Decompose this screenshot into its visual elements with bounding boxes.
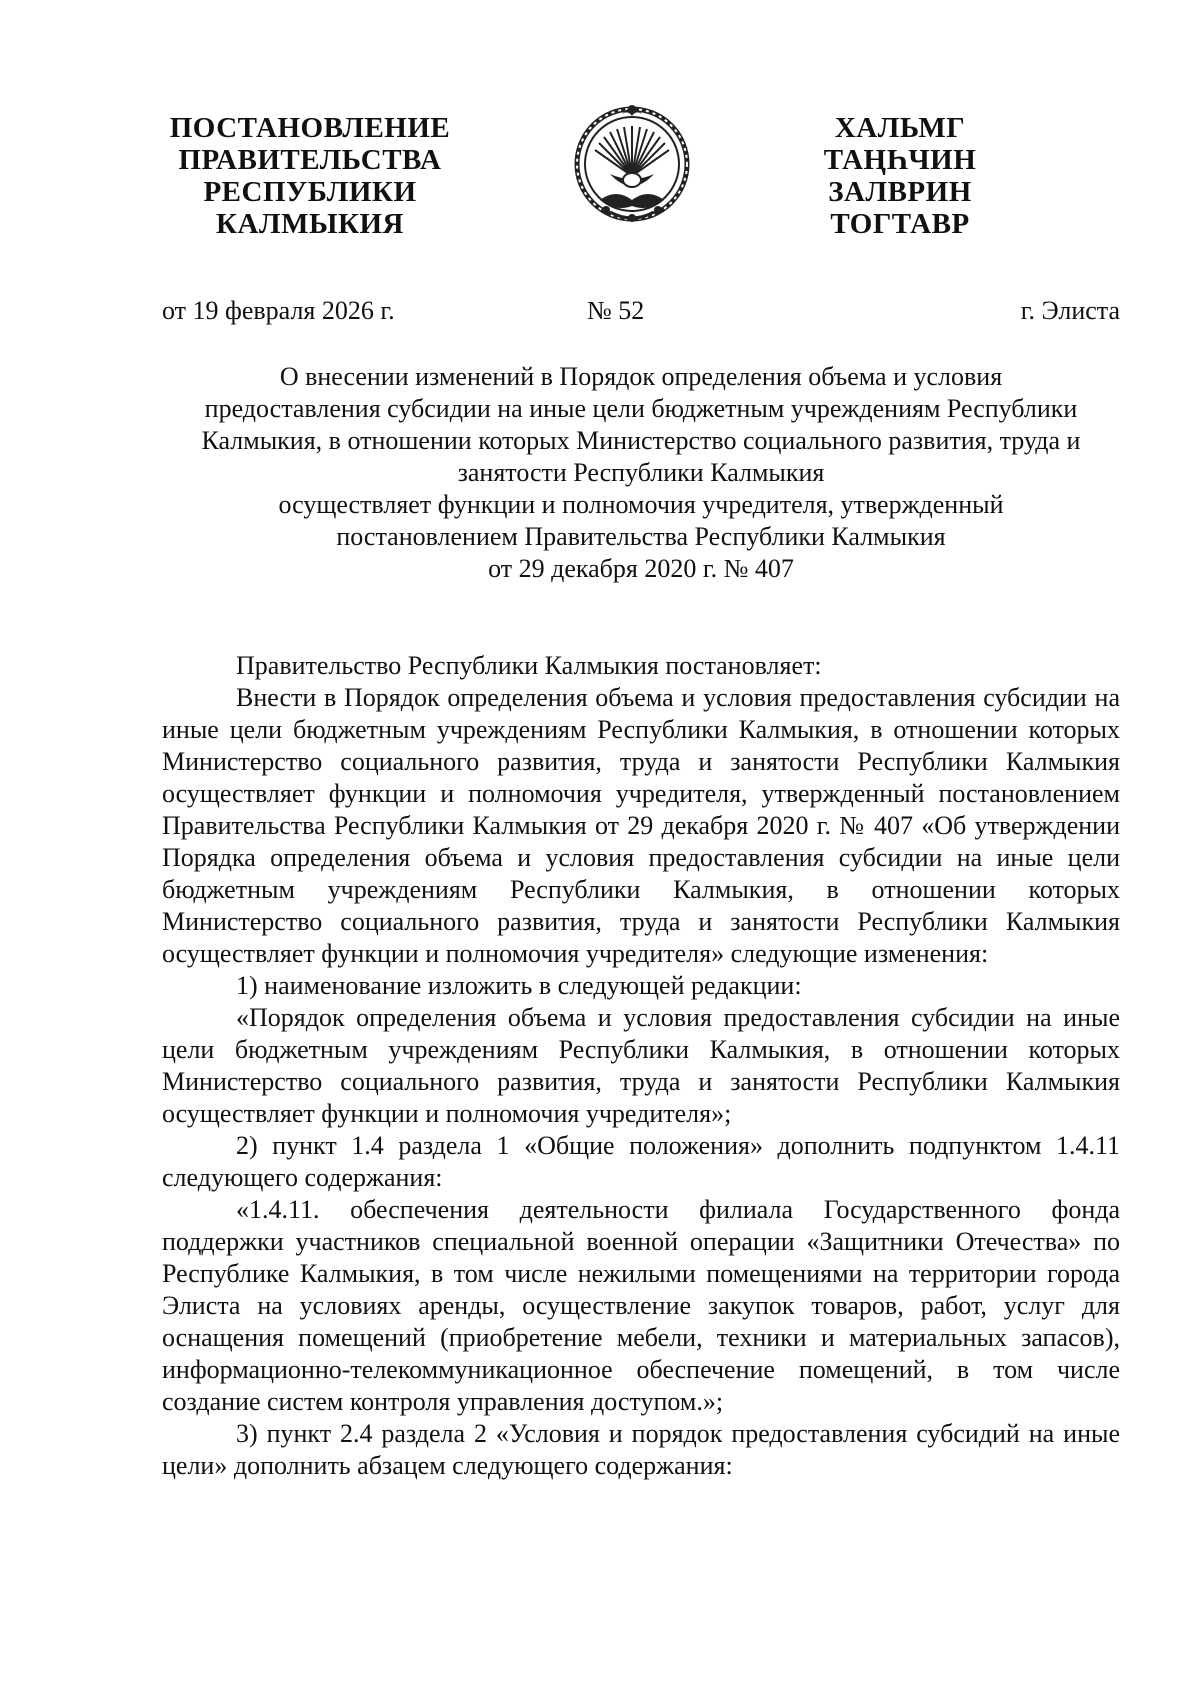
title-line: от 29 декабря 2020 г. № 407 <box>488 554 794 583</box>
title-line: постановлением Правительства Республики Калмыкия <box>336 522 946 551</box>
document-title <box>162 361 1120 585</box>
amendment-item-3: 3) пункт 2.4 раздела 2 «Условия и порядок предоставления субсидий на иные цели» дополнить абзацем следующего содержания: <box>162 1419 1120 1480</box>
document-date: от 19 февраля 2026 г. <box>162 296 395 325</box>
body-paragraph: Внести в Порядок определения объема и условия предоставления субсидии на иные цели бюджетным учреждениям Республики Калмыкия, в отношении которых Министерство социального развития, труда и занятости Республики Калмыкия осуществляет функции и полномочия учредителя, утвержденный постановлением Правительства Республики Калмыкия от 29 декабря 2020 г. № 407 «Об утверждении Порядка определения объема и условия предоставления субсидии на иные цели бюджетным учреждениям Республики Калмыкия, в отношении которых Министерство социального развития, труда и занятости Республики Калмыкия осуществляет функции и полномочия учредителя» следующие изменения: <box>162 683 1120 968</box>
title-line: Калмыкия, в отношении которых Министерство социального развития, труда и <box>201 426 1081 455</box>
body-paragraph: «1.4.11. обеспечения деятельности филиала Государственного фонда поддержки участников специальной военной операции «Защитники Отечества» по Республике Калмыкия, в том числе нежилыми помещениями на территории города Элиста на условиях аренды, осуществление закупок товаров, работ, услуг для оснащения помещений (приобретение мебели, техники и материальных запасов), информационно-телекоммуникационное обеспечение помещений, в том числе создание систем контроля управления доступом.»; <box>162 1195 1120 1416</box>
document-meta <box>162 296 1120 332</box>
header-kalmyk-line: ХАЛЬМГ <box>834 112 966 144</box>
header-kalmyk <box>800 112 1000 240</box>
title-line: занятости Республики Калмыкия <box>457 458 825 487</box>
amendment-item-1: 1) наименование изложить в следующей редакции: <box>236 971 802 1000</box>
title-line: осуществляет функции и полномочия учредителя, утвержденный <box>278 490 1004 519</box>
header-russian-line: РЕСПУБЛИКИ <box>203 176 417 208</box>
header-kalmyk-line: ЗАЛВРИН <box>828 176 972 208</box>
document-body <box>162 650 1120 1482</box>
preamble-paragraph: Правительство Республики Калмыкия постановляет: <box>236 651 822 680</box>
amendment-item-2: 2) пункт 1.4 раздела 1 «Общие положения» дополнить подпунктом 1.4.11 следующего содержания: <box>162 1131 1120 1192</box>
title-line: предоставления субсидии на иные цели бюджетным учреждениям Республики <box>204 394 1078 423</box>
header-kalmyk-line: ТОГТАВР <box>830 208 970 240</box>
header-russian-line: КАЛМЫКИЯ <box>216 208 404 240</box>
coat-of-arms-kalmykia-icon <box>570 100 694 232</box>
header-russian <box>160 112 460 240</box>
document-number: № 52 <box>587 296 645 325</box>
title-line: О внесении изменений в Порядок определения объема и условия <box>279 362 1003 391</box>
header-kalmyk-line: ТАҢҺЧИН <box>823 144 977 176</box>
header-russian-line: ПРАВИТЕЛЬСТВА <box>178 144 442 176</box>
document-city: г. Элиста <box>1020 296 1120 325</box>
body-paragraph: «Порядок определения объема и условия предоставления субсидии на иные цели бюджетным учреждениям Республики Калмыкия, в отношении которых Министерство социального развития, труда и занятости Республики Калмыкия осуществляет функции и полномочия учредителя»; <box>162 1003 1120 1128</box>
header-russian-line: ПОСТАНОВЛЕНИЕ <box>169 112 451 144</box>
